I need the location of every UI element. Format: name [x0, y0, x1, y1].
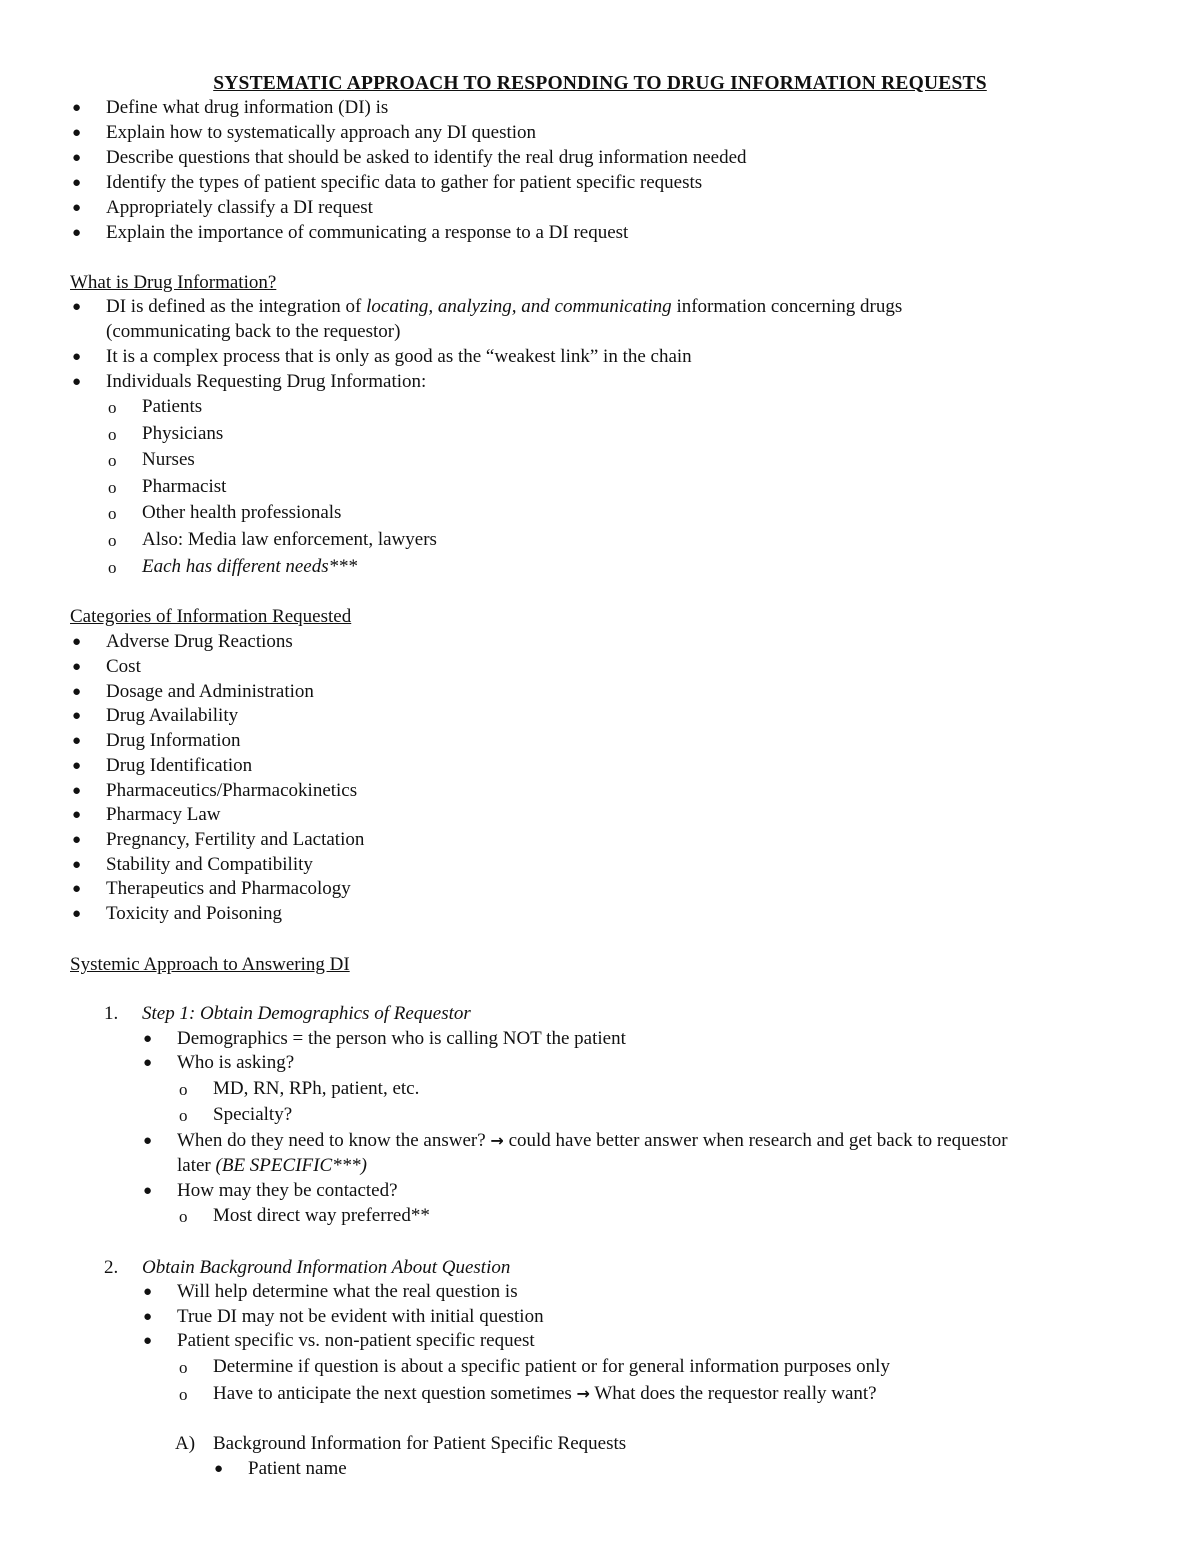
list-item: Individuals Requesting Drug Information: — [106, 371, 427, 392]
text-run: What does the requestor really want? — [589, 1383, 877, 1404]
list-item: Will help determine what the real question is — [177, 1281, 518, 1302]
document-title: SYSTEMATIC APPROACH TO RESPONDING TO DRUG INFORMATION REQUESTS — [213, 73, 987, 94]
bullet-marker: ● — [72, 758, 82, 774]
bullet-marker: ● — [72, 807, 82, 823]
bullet-marker: ● — [72, 100, 82, 116]
italic-text-run: Step 1: Obtain Demographics of Requestor — [142, 1003, 471, 1024]
text-run: later — [177, 1155, 216, 1176]
sub-bullet-marker: o — [108, 504, 117, 523]
list-item: Specialty? — [213, 1104, 293, 1125]
bullet-marker: ● — [72, 225, 82, 241]
list-item: Pharmacist — [142, 476, 227, 497]
list-item: Stability and Compatibility — [106, 854, 313, 875]
sub-bullet-marker: o — [108, 478, 117, 497]
bullet-marker: ● — [143, 1309, 153, 1325]
list-item: Toxicity and Poisoning — [106, 903, 283, 924]
list-item: Explain the importance of communicating a response to a DI request — [106, 222, 629, 243]
sub-section-label: A) — [175, 1433, 196, 1454]
list-item: Appropriately classify a DI request — [106, 197, 373, 218]
list-item: Determine if question is about a specific patient or for general information purposes only — [213, 1356, 890, 1377]
list-item-note — [142, 555, 357, 579]
section-heading-what-is-di: What is Drug Information? — [70, 272, 277, 293]
bullet-marker: ● — [143, 1333, 153, 1349]
text-run: could have better answer when research and get back to requestor — [503, 1130, 1008, 1151]
sub-bullet-marker: o — [179, 1080, 188, 1099]
list-item: Demographics = the person who is calling NOT the patient — [177, 1028, 626, 1049]
section-heading-categories: Categories of Information Requested — [70, 606, 352, 627]
bullet-marker: ● — [72, 634, 82, 650]
text-run: Have to anticipate the next question sometimes — [213, 1383, 577, 1404]
list-item: Nurses — [142, 449, 195, 470]
list-item: Pregnancy, Fertility and Lactation — [106, 829, 365, 850]
list-item: Pharmaceutics/Pharmacokinetics — [106, 780, 358, 801]
bullet-marker: ● — [72, 659, 82, 675]
list-item — [213, 1382, 877, 1406]
list-item: Physicians — [142, 423, 224, 444]
bullet-marker: ● — [72, 150, 82, 166]
list-item: Patients — [142, 396, 203, 417]
list-item: True DI may not be evident with initial question — [177, 1306, 544, 1327]
bullet-marker: ● — [72, 906, 82, 922]
list-item-continuation — [177, 1154, 367, 1178]
sub-bullet-marker: o — [179, 1207, 188, 1226]
bullet-marker: ● — [72, 349, 82, 365]
sub-bullet-marker: o — [108, 451, 117, 470]
sub-bullet-marker: o — [179, 1385, 188, 1404]
list-item: Describe questions that should be asked to identify the real drug information needed — [106, 147, 747, 168]
step-number: 2. — [104, 1257, 119, 1278]
bullet-marker: ● — [143, 1284, 153, 1300]
bullet-marker: ● — [72, 125, 82, 141]
list-item: Most direct way preferred** — [213, 1205, 430, 1226]
list-item: Dosage and Administration — [106, 681, 314, 702]
list-item: Define what drug information (DI) is — [106, 97, 389, 118]
italic-text-run: Obtain Background Information About Question — [142, 1257, 511, 1278]
list-item: Adverse Drug Reactions — [106, 631, 293, 652]
list-item: Who is asking? — [177, 1052, 295, 1073]
list-item: MD, RN, RPh, patient, etc. — [213, 1078, 420, 1099]
list-item: Patient specific vs. non-patient specific request — [177, 1330, 535, 1351]
bullet-marker: ● — [72, 881, 82, 897]
sub-section-title: Background Information for Patient Specific Requests — [213, 1433, 627, 1454]
list-item: Other health professionals — [142, 502, 342, 523]
list-item: Cost — [106, 656, 141, 677]
list-item: Explain how to systematically approach any DI question — [106, 122, 537, 143]
step-title — [142, 1002, 471, 1026]
bullet-marker: ● — [72, 200, 82, 216]
bullet-marker: ● — [72, 783, 82, 799]
bullet-marker: ● — [72, 374, 82, 390]
bullet-marker: ● — [72, 733, 82, 749]
list-item: It is a complex process that is only as good as the “weakest link” in the chain — [106, 346, 692, 367]
bullet-marker: ● — [143, 1183, 153, 1199]
list-item: Pharmacy Law — [106, 804, 221, 825]
sub-bullet-marker: o — [179, 1358, 188, 1377]
bullet-marker: ● — [72, 857, 82, 873]
arrow-right-icon: → — [490, 1131, 504, 1150]
bullet-marker: ● — [72, 299, 82, 315]
sub-bullet-marker: o — [108, 398, 117, 417]
list-item: Patient name — [248, 1458, 347, 1479]
italic-text-run: Each has different needs*** — [142, 556, 358, 577]
list-item — [106, 295, 902, 319]
italic-text-run: locating, analyzing, and communicating — [366, 296, 672, 317]
bullet-marker: ● — [72, 708, 82, 724]
list-item: Also: Media law enforcement, lawyers — [142, 529, 437, 550]
list-item: Therapeutics and Pharmacology — [106, 878, 351, 899]
step-title — [142, 1256, 510, 1280]
bullet-marker: ● — [214, 1461, 224, 1477]
text-run: information concerning drugs — [671, 296, 903, 317]
list-item-continuation: (communicating back to the requestor) — [106, 321, 401, 342]
bullet-marker: ● — [72, 684, 82, 700]
list-item: Drug Identification — [106, 755, 253, 776]
bullet-marker: ● — [143, 1055, 153, 1071]
list-item: How may they be contacted? — [177, 1180, 398, 1201]
list-item: Drug Information — [106, 730, 241, 751]
section-heading-approach: Systemic Approach to Answering DI — [70, 954, 350, 975]
bullet-marker: ● — [72, 832, 82, 848]
bullet-marker: ● — [143, 1133, 153, 1149]
list-item: Identify the types of patient specific data to gather for patient specific requests — [106, 172, 703, 193]
sub-bullet-marker: o — [108, 558, 117, 577]
bullet-marker: ● — [72, 175, 82, 191]
sub-bullet-marker: o — [108, 425, 117, 444]
step-number: 1. — [104, 1003, 119, 1024]
arrow-right-icon: → — [576, 1384, 590, 1403]
text-run: DI is defined as the integration of — [106, 296, 367, 317]
sub-bullet-marker: o — [179, 1106, 188, 1125]
bullet-marker: ● — [143, 1031, 153, 1047]
sub-bullet-marker: o — [108, 531, 117, 550]
list-item: Drug Availability — [106, 705, 239, 726]
text-run: When do they need to know the answer? — [177, 1130, 491, 1151]
list-item — [177, 1129, 1008, 1153]
italic-text-run: (BE SPECIFIC***) — [215, 1155, 367, 1176]
